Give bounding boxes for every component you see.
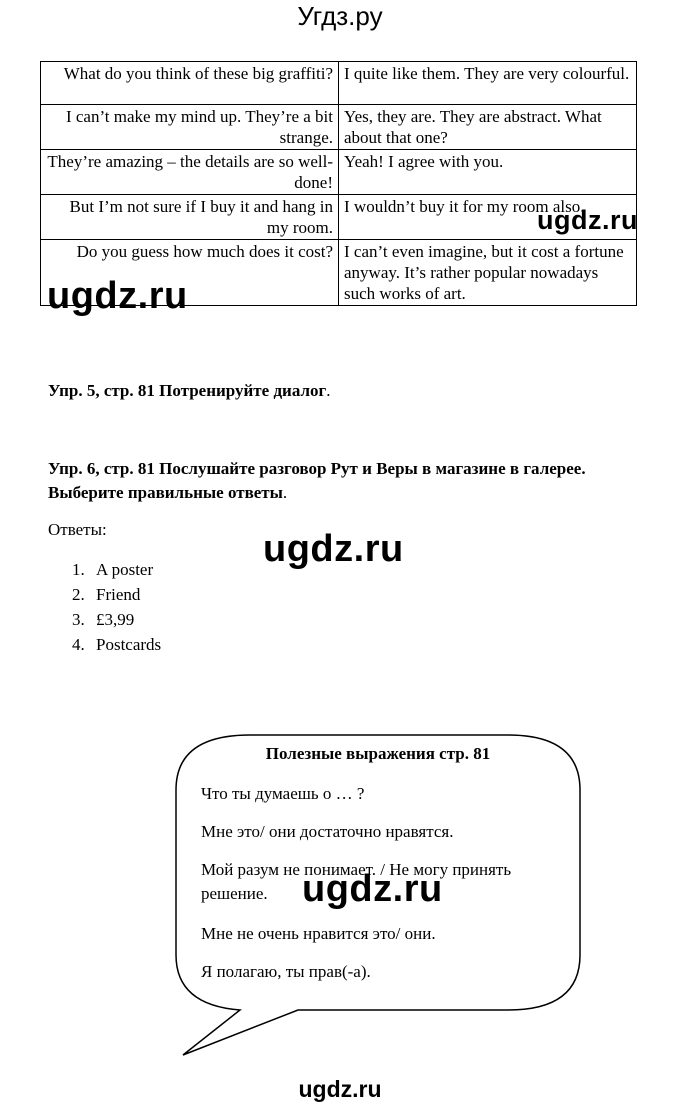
- table-cell-right: I wouldn’t buy it for my room also.: [339, 195, 637, 240]
- table-cell-right: I can’t even imagine, but it cost a fortune anyway. It’s rather popular nowadays such works of art.: [339, 240, 637, 306]
- watermark: ugdz.ru: [537, 205, 638, 235]
- table-cell-left: They’re amazing – the details are so well-done!: [41, 150, 339, 195]
- phrase-line: Мне не очень нравится это/ они.: [201, 924, 436, 943]
- answer-text: £3,99: [96, 610, 135, 629]
- useful-phrases-title: Полезные выражения стр. 81: [265, 744, 491, 763]
- table-cell-left: But I’m not sure if I buy it and hang in my room.: [41, 195, 339, 240]
- phrase-line: Мне это/ они достаточно нравятся.: [201, 822, 454, 841]
- table-cell-left: Do you guess how much does it cost?: [41, 240, 339, 306]
- watermark: ugdz.ru: [47, 275, 188, 317]
- table-cell-right: Yeah! I agree with you.: [339, 150, 637, 195]
- answer-number: 2.: [72, 585, 85, 604]
- answer-number: 3.: [72, 610, 85, 629]
- footer-watermark: ugdz.ru: [298, 1076, 382, 1102]
- exercise-6-title: Упр. 6, стр. 81 Послушайте разговор Рут и Веры в магазине в галерее. Выберите правильные ответы: [48, 459, 586, 502]
- phrase-line: Я полагаю, ты прав(-а).: [201, 962, 371, 981]
- answer-number: 4.: [72, 635, 85, 654]
- table-cell-right: Yes, they are. They are abstract. What about that one?: [339, 105, 637, 150]
- watermark: ugdz.ru: [263, 528, 404, 570]
- phrase-line: Что ты думаешь о … ?: [201, 784, 365, 803]
- table-cell-left: What do you think of these big graffiti?: [41, 62, 339, 105]
- site-title: Угдз.ру: [297, 1, 383, 31]
- answer-number: 1.: [72, 560, 85, 579]
- table-cell-left: I can’t make my mind up. They’re a bit strange.: [41, 105, 339, 150]
- exercise-5-suffix: .: [326, 381, 331, 400]
- exercise-5-title: Упр. 5, стр. 81 Потренируйте диалог: [48, 381, 327, 400]
- answer-text: A poster: [96, 560, 154, 579]
- watermark: ugdz.ru: [302, 868, 443, 910]
- phrase-line: Мой разум не понимает. / Не могу принять решение.: [201, 860, 512, 903]
- answer-text: Postcards: [96, 635, 162, 654]
- answer-text: Friend: [96, 585, 141, 604]
- table-cell-right: I quite like them. They are very colourful.: [339, 62, 637, 105]
- answers-label: Ответы:: [48, 520, 107, 539]
- exercise-6-suffix: .: [282, 483, 288, 502]
